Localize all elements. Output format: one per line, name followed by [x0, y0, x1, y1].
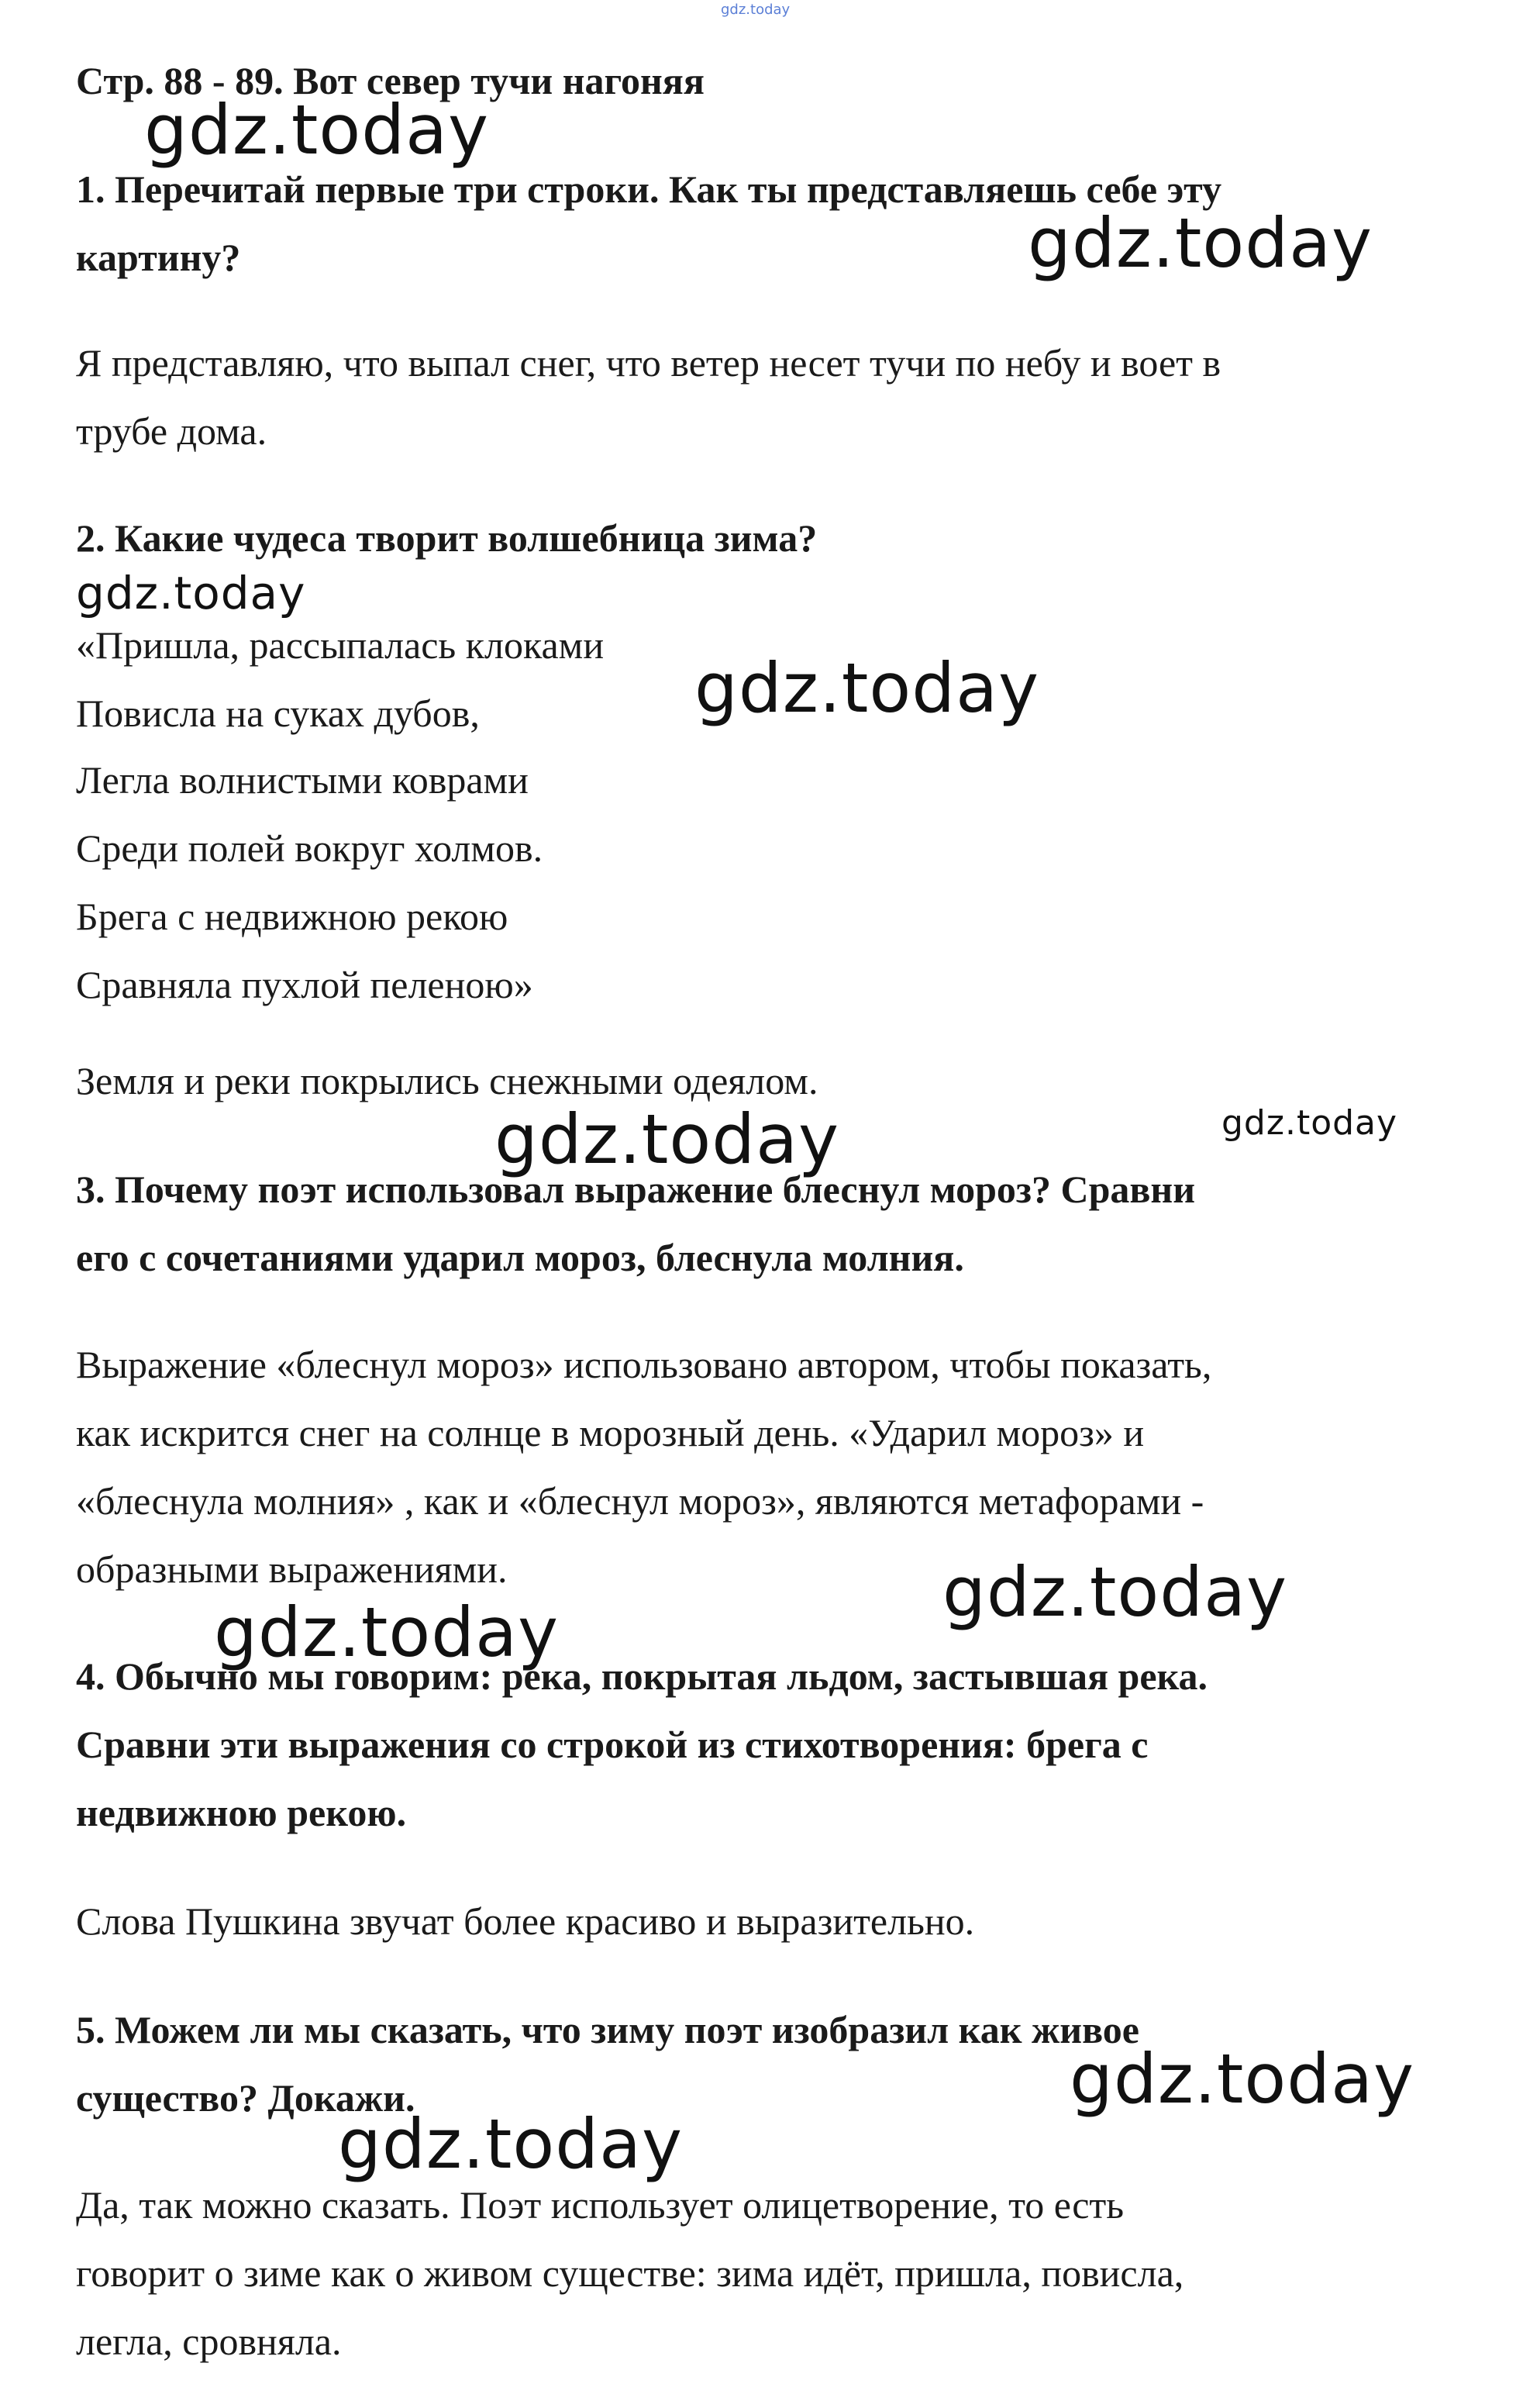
answer-1-line-2: трубе дома.: [76, 409, 267, 453]
question-1-line-1: 1. Перечитай первые три строки. Как ты представляешь себе эту: [76, 167, 1222, 211]
answer-5-line-3: легла, сровняла.: [76, 2320, 342, 2363]
watermark: gdz.today: [1070, 2039, 1415, 2119]
question-4-line-3: недвижною рекою.: [76, 1791, 407, 1834]
question-2: 2. Какие чудеса творит волшебница зима?: [76, 516, 818, 560]
answer-3-line-1: Выражение «блеснул мороз» использовано автором, чтобы показать,: [76, 1343, 1212, 1386]
poem-line-3: Легла волнистыми коврами: [76, 758, 529, 802]
poem-line-1: «Пришла, рассыпалась клоками: [76, 623, 605, 667]
watermark: gdz.today: [694, 648, 1040, 728]
watermark: gdz.today: [214, 1592, 560, 1672]
answer-2: Земля и реки покрылись снежными одеялом.: [76, 1059, 818, 1102]
answer-4: Слова Пушкина звучат более красиво и выразительно.: [76, 1899, 975, 1943]
answer-3-line-2: как искрится снег на солнце в морозный день. «Ударил мороз» и: [76, 1411, 1145, 1454]
question-3-line-1: 3. Почему поэт использовал выражение блеснул мороз? Сравни: [76, 1168, 1196, 1211]
watermark: gdz.today: [494, 1099, 840, 1179]
watermark: gdz.today: [1028, 203, 1373, 283]
question-1-line-2: картину?: [76, 236, 241, 279]
poem-line-5: Брега с недвижною рекою: [76, 895, 508, 938]
watermark: gdz.today: [942, 1552, 1288, 1632]
poem-line-6: Сравняла пухлой пеленою»: [76, 963, 533, 1006]
poem-line-4: Среди полей вокруг холмов.: [76, 826, 543, 870]
question-3-line-2: его с сочетаниями ударил мороз, блеснула молния.: [76, 1236, 964, 1279]
top-watermark: gdz.today: [721, 2, 791, 18]
watermark: gdz.today: [1221, 1103, 1398, 1143]
answer-3-line-4: образными выражениями.: [76, 1547, 508, 1591]
watermark: gdz.today: [338, 2104, 684, 2184]
answer-5-line-2: говорит о зиме как о живом существе: зима идёт, пришла, повисла,: [76, 2251, 1184, 2295]
page-title: Стр. 88 - 89. Вот север тучи нагоняя: [76, 59, 705, 102]
question-5-line-2: существо? Докажи.: [76, 2076, 415, 2120]
answer-3-line-3: «блеснула молния» , как и «блеснул мороз», являются метафорами -: [76, 1479, 1204, 1523]
question-4-line-2: Сравни эти выражения со строкой из стихотворения: брега с: [76, 1723, 1149, 1766]
answer-1-line-1: Я представляю, что выпал снег, что ветер несет тучи по небу и воет в: [76, 341, 1221, 385]
poem-line-2: Повисла на суках дубов,: [76, 692, 480, 735]
answer-5-line-1: Да, так можно сказать. Поэт использует олицетворение, то есть: [76, 2183, 1125, 2227]
question-4-line-1: 4. Обычно мы говорим: река, покрытая льдом, застывшая река.: [76, 1654, 1208, 1698]
question-5-line-1: 5. Можем ли мы сказать, что зиму поэт изобразил как живое: [76, 2008, 1139, 2051]
watermark: gdz.today: [144, 90, 490, 170]
watermark: gdz.today: [76, 567, 306, 619]
